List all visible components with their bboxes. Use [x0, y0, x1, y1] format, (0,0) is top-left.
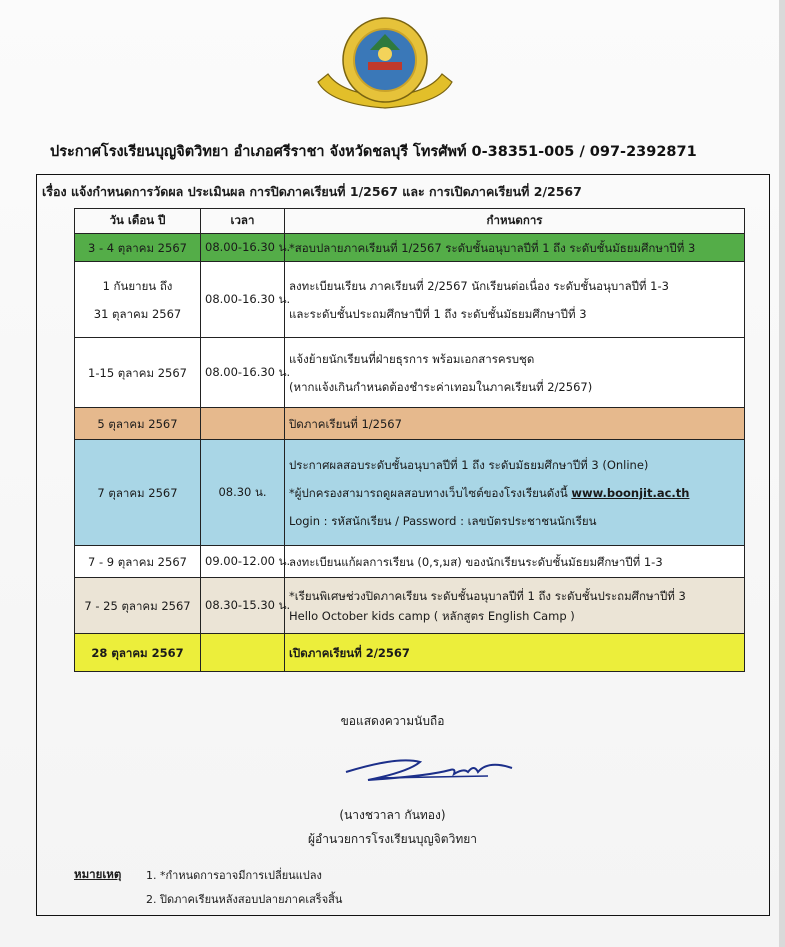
school-announcement-header: ประกาศโรงเรียนบุญจิตวิทยา อำเภอศรีราชา จังหวัดชลบุรี โทรศัพท์ 0-38351-005 / 097-2392871	[50, 144, 697, 160]
date-cell	[75, 546, 201, 578]
date-text: 5 ตุลาคม 2567	[97, 416, 178, 431]
detail-text: และระดับชั้นประถมศึกษาปีที่ 1 ถึง ระดับชั้นมัธยมศึกษาปีที่ 3	[289, 306, 587, 321]
detail-text: (หากแจ้งเกินกำหนดต้องชำระค่าเทอมในภาคเรียนที่ 2/2567)	[289, 379, 593, 394]
detail-text: ลงทะเบียนเรียน ภาคเรียนที่ 2/2567 นักเรียนต่อเนื่อง ระดับชั้นอนุบาลปีที่ 1-3	[289, 278, 669, 293]
table-row	[75, 634, 745, 672]
detail-text: ลงทะเบียนแก้ผลการเรียน (0,ร,มส) ของนักเรียนระดับชั้นมัธยมศึกษาปีที่ 1-3	[289, 554, 663, 569]
page-edge	[779, 0, 785, 947]
column-header-time: เวลา	[201, 209, 285, 234]
closing-regards: ขอแสดงความนับถือ	[340, 714, 445, 728]
director-position: ผู้อำนวยการโรงเรียนบุญจิตวิทยา	[307, 832, 477, 846]
date-text: 28 ตุลาคม 2567	[91, 645, 184, 660]
table-row	[75, 408, 745, 440]
time-cell: 08.00-16.30 น.	[201, 262, 285, 338]
detail-cell	[285, 408, 745, 440]
time-cell: 08.00-16.30 น.	[201, 338, 285, 408]
school-logo	[310, 12, 460, 116]
date-cell	[75, 338, 201, 408]
detail-cell	[285, 338, 745, 408]
date-cell	[75, 408, 201, 440]
school-website-link[interactable]: www.boonjit.ac.th	[571, 485, 690, 500]
column-header-schedule: กำหนดการ	[285, 209, 745, 234]
time-cell: 08.30-15.30 น.	[201, 578, 285, 634]
table-header-row	[75, 209, 745, 234]
detail-text: ประกาศผลสอบระดับชั้นอนุบาลปีที่ 1 ถึง ระดับมัธยมศึกษาปีที่ 3 (Online)	[289, 457, 649, 472]
table-row	[75, 440, 745, 546]
time-cell: 08.30 น.	[201, 440, 285, 546]
table-row	[75, 578, 745, 634]
detail-cell	[285, 546, 745, 578]
date-text: 31 ตุลาคม 2567	[93, 306, 182, 321]
detail-text: เปิดภาคเรียนที่ 2/2567	[289, 645, 410, 660]
detail-cell	[285, 234, 745, 262]
detail-cell	[285, 262, 745, 338]
table-row	[75, 234, 745, 262]
detail-text	[289, 483, 740, 503]
announcement-subject: เรื่อง แจ้งกำหนดการวัดผล ประเมินผล การปิดภาคเรียนที่ 1/2567 และ การเปิดภาคเรียนที่ 2/2567	[42, 184, 582, 199]
date-cell	[75, 262, 201, 338]
detail-cell	[285, 578, 745, 634]
date-cell	[75, 234, 201, 262]
note-item: 1. *กำหนดการอาจมีการเปลี่ยนแปลง	[146, 869, 322, 882]
time-cell: 08.00-16.30 น.	[201, 234, 285, 262]
date-text: 1 กันยายน ถึง	[102, 278, 173, 293]
date-text: 1-15 ตุลาคม 2567	[88, 365, 187, 380]
detail-text: Hello October kids camp ( หลักสูตร English Camp )	[289, 608, 575, 623]
detail-text: ปิดภาคเรียนที่ 1/2567	[289, 416, 402, 431]
time-cell	[201, 634, 285, 672]
date-cell	[75, 440, 201, 546]
date-text: 7 - 25 ตุลาคม 2567	[84, 598, 191, 613]
director-signature	[338, 750, 518, 790]
time-cell	[201, 408, 285, 440]
detail-text: *สอบปลายภาคเรียนที่ 1/2567 ระดับชั้นอนุบาลปีที่ 1 ถึง ระดับชั้นมัธยมศึกษาปีที่ 3	[289, 240, 696, 255]
date-cell	[75, 634, 201, 672]
detail-text: แจ้งย้ายนักเรียนที่ฝ่ายธุรการ พร้อมเอกสารครบชุด	[289, 351, 535, 366]
table-row	[75, 546, 745, 578]
table-row	[75, 338, 745, 408]
table-row	[75, 262, 745, 338]
detail-text-prefix: *ผู้ปกครองสามารถดูผลสอบทางเว็บไซต์ของโรงเรียนดังนี้	[289, 485, 572, 500]
director-name: (นางชวาลา กันทอง)	[339, 808, 446, 822]
time-cell: 09.00-12.00 น.	[201, 546, 285, 578]
column-header-date: วัน เดือน ปี	[75, 209, 201, 234]
notes-label: หมายเหตุ	[74, 867, 122, 881]
note-item: 2. ปิดภาคเรียนหลังสอบปลายภาคเสร็จสิ้น	[146, 893, 343, 906]
schedule-table	[74, 208, 745, 672]
date-text: 3 - 4 ตุลาคม 2567	[88, 240, 187, 255]
detail-text: Login : รหัสนักเรียน / Password : เลขบัตรประชาชนนักเรียน	[289, 513, 597, 528]
detail-text: *เรียนพิเศษช่วงปิดภาคเรียน ระดับชั้นอนุบาลปีที่ 1 ถึง ระดับชั้นประถมศึกษาปีที่ 3	[289, 588, 686, 603]
date-text: 7 - 9 ตุลาคม 2567	[88, 554, 187, 569]
detail-cell	[285, 634, 745, 672]
date-text: 7 ตุลาคม 2567	[97, 485, 178, 500]
detail-cell	[285, 440, 745, 546]
date-cell	[75, 578, 201, 634]
